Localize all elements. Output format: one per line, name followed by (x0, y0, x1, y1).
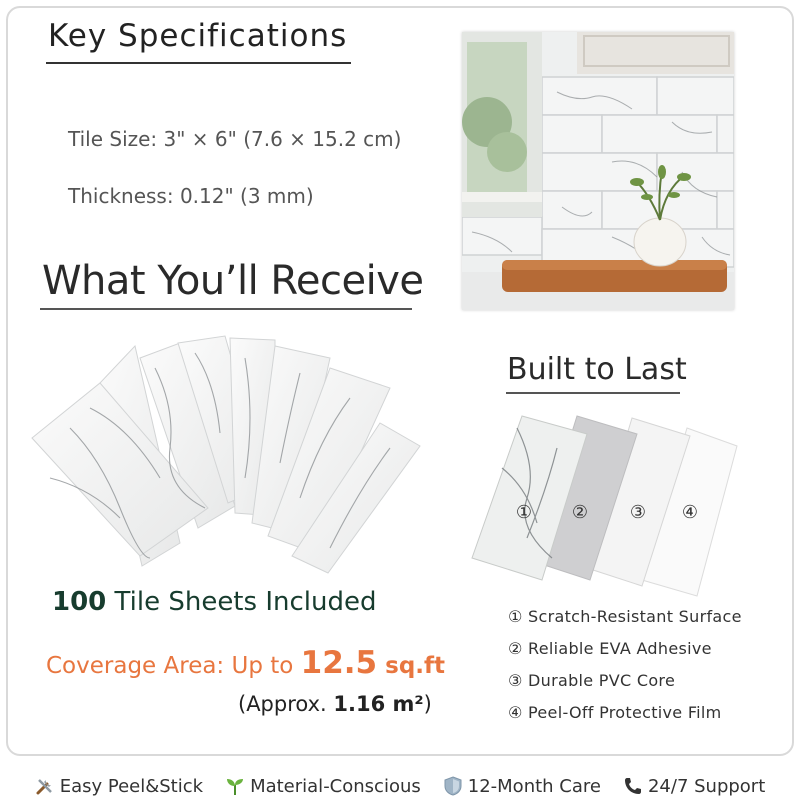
feature-material-conscious (225, 776, 421, 797)
coverage-label: Coverage Area: Up to (46, 653, 301, 679)
tile-size-spec: Tile Size: 3" × 6" (7.6 × 15.2 cm) (68, 127, 402, 151)
approx-metric-coverage (238, 692, 432, 716)
layer-number-3: ③ (629, 502, 647, 523)
heading-underline (40, 308, 412, 310)
tools-icon (35, 776, 55, 796)
layer-item-core: ③ Durable PVC Core (508, 671, 676, 690)
feature-label: Easy Peel&Stick (59, 775, 204, 797)
feature-24-7-support (623, 776, 765, 797)
feature-12-month-care (443, 776, 601, 797)
what-you-receive-heading: What You’ll Receive (42, 258, 424, 304)
layers-diagram (462, 408, 752, 603)
feature-label: 12-Month Care (467, 775, 601, 797)
layer-item-film: ④ Peel-Off Protective Film (508, 703, 722, 722)
layer-number-2: ② (571, 502, 589, 523)
approx-value: 1.16 m² (333, 692, 424, 716)
shield-icon (443, 776, 463, 796)
tile-sheets-fan-image (30, 328, 430, 583)
approx-prefix: (Approx. (238, 692, 334, 716)
tile-count-label: Tile Sheets Included (106, 587, 377, 617)
feature-label: 24/7 Support (647, 775, 766, 797)
coverage-area (46, 645, 445, 681)
coverage-unit: sq.ft (377, 653, 446, 679)
tile-count-number: 100 (52, 587, 107, 617)
phone-icon (623, 776, 643, 796)
built-to-last-heading: Built to Last (507, 352, 687, 387)
layer-item-adhesive: ② Reliable EVA Adhesive (508, 639, 712, 658)
key-specifications-heading: Key Specifications (48, 18, 348, 54)
feature-label: Material-Conscious (250, 775, 421, 797)
coverage-value: 12.5 (300, 645, 378, 681)
feature-strip (0, 772, 800, 800)
tile-sheet-count (52, 587, 376, 617)
layer-item-surface: ① Scratch-Resistant Surface (508, 607, 742, 626)
sprout-icon (225, 776, 245, 796)
layer-number-1: ① (515, 502, 533, 523)
feature-easy-peel-stick (35, 776, 203, 797)
heading-underline (506, 392, 680, 394)
layer-number-4: ④ (681, 502, 699, 523)
thickness-spec: Thickness: 0.12" (3 mm) (68, 184, 314, 208)
heading-underline (46, 62, 351, 64)
kitchen-backsplash-photo (462, 32, 734, 310)
approx-suffix: ) (423, 692, 432, 716)
